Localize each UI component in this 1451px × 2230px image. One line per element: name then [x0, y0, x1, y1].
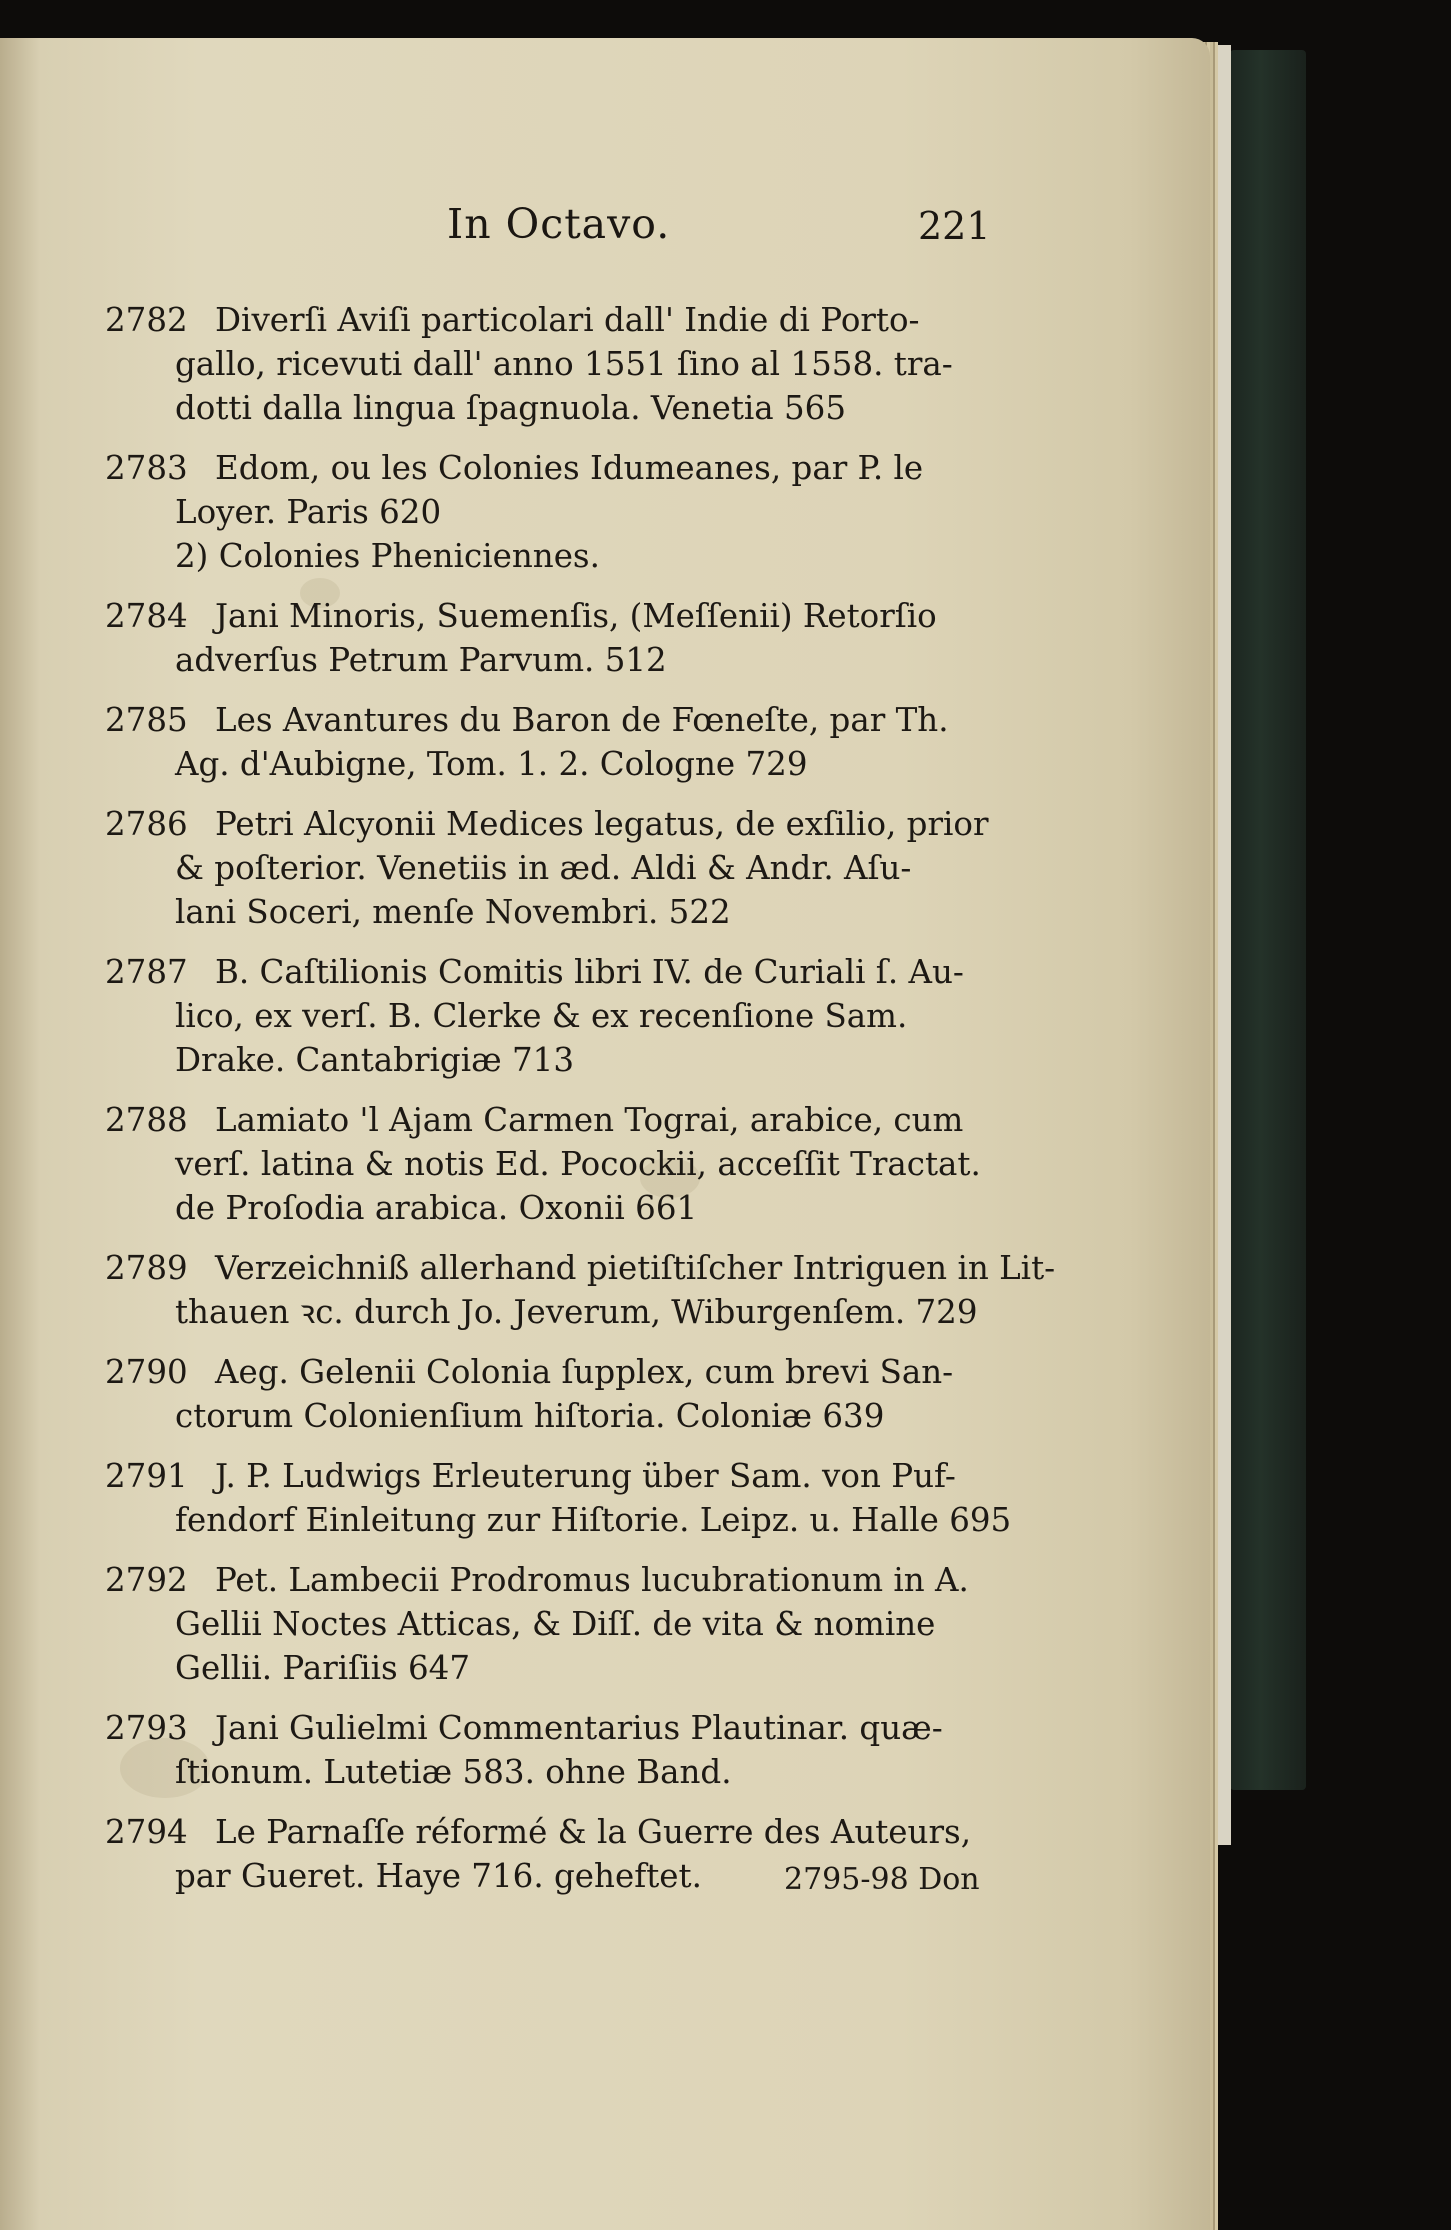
page-number: 221	[918, 204, 991, 248]
entry-line: par Gueret. Haye 716. geheftet.	[175, 1857, 702, 1895]
entry-first-line	[105, 298, 1025, 342]
entry-text: Verzeichniß allerhand pietiſtiſcher Intriguen in Lit-	[215, 1249, 1056, 1287]
entry-line: 2) Colonies Pheniciennes.	[175, 537, 600, 575]
catalogue-entry	[105, 594, 1025, 682]
entry-text: Lamiato 'l Ajam Carmen Tograi, arabice, cum	[215, 1101, 964, 1139]
entry-number: 2790	[105, 1353, 188, 1391]
entry-text: J. P. Ludwigs Erleuterung über Sam. von Puf-	[215, 1457, 956, 1495]
entry-first-line	[105, 1810, 1025, 1854]
entry-first-line	[105, 802, 1025, 846]
catalogue-entry	[105, 1350, 1025, 1438]
entry-line: ſtionum. Lutetiæ 583. ohne Band.	[175, 1753, 732, 1791]
catalogue-entries	[105, 298, 1056, 1914]
entry-number: 2789	[105, 1249, 188, 1287]
entry-number: 2793	[105, 1709, 188, 1747]
entry-text: Edom, ou les Colonies Idumeanes, par P. le	[215, 449, 924, 487]
entry-first-line	[105, 1350, 1025, 1394]
entry-line: de Proſodia arabica. Oxonii 661	[175, 1189, 698, 1227]
catalogue-entry	[105, 1246, 1056, 1334]
entry-first-line	[105, 950, 1025, 994]
catalogue-entry	[105, 298, 1025, 430]
entry-line: & poſterior. Venetiis in æd. Aldi & Andr. Aſu-	[175, 849, 912, 887]
entry-text: Jani Minoris, Suemenſis, (Meſſenii) Retorſio	[215, 597, 937, 635]
entry-text: Les Avantures du Baron de Fœneſte, par Th.	[215, 701, 949, 739]
entry-first-line	[105, 1558, 1025, 1602]
entry-first-line	[105, 594, 1025, 638]
entry-number: 2792	[105, 1561, 188, 1599]
entry-text: Le Parnaſſe réformé & la Guerre des Auteurs,	[215, 1813, 972, 1851]
entry-first-line	[105, 1454, 1025, 1498]
entry-number: 2794	[105, 1813, 188, 1851]
entry-line: Gellii Noctes Atticas, & Diſſ. de vita & nomine	[175, 1605, 936, 1643]
entry-first-line	[105, 1098, 1025, 1142]
entry-line: fendorf Einleitung zur Hiſtorie. Leipz. u. Halle 695	[175, 1501, 1012, 1539]
entry-line: dotti dalla lingua ſpagnuola. Venetia 565	[175, 389, 847, 427]
entry-line: Ag. d'Aubigne, Tom. 1. 2. Cologne 729	[175, 745, 808, 783]
entry-number: 2787	[105, 953, 188, 991]
entry-first-line	[105, 446, 1025, 490]
entry-text: Diverſi Aviſi particolari dall' Indie di Porto-	[215, 301, 920, 339]
entry-line: Loyer. Paris 620	[175, 493, 442, 531]
entry-line: Gellii. Pariſiis 647	[175, 1649, 471, 1687]
entry-first-line	[105, 698, 1025, 742]
entry-first-line	[105, 1246, 1056, 1290]
catalogue-entry	[105, 802, 1025, 934]
catalogue-entry	[105, 1454, 1025, 1542]
book-cover	[1230, 50, 1306, 1790]
catalogue-entry	[105, 950, 1025, 1082]
catchword: 2795-98 Don	[784, 1862, 980, 1897]
entry-number: 2786	[105, 805, 188, 843]
page-header	[0, 200, 1020, 260]
entry-text: Aeg. Gelenii Colonia ſupplex, cum brevi San-	[215, 1353, 954, 1391]
entry-number: 2784	[105, 597, 188, 635]
entry-line: lico, ex verſ. B. Clerke & ex recenſione Sam.	[175, 997, 908, 1035]
entry-line: lani Soceri, menſe Novembri. 522	[175, 893, 731, 931]
entry-number: 2788	[105, 1101, 188, 1139]
entry-text: B. Caſtilionis Comitis libri IV. de Curiali ſ. Au-	[215, 953, 964, 991]
entry-number: 2782	[105, 301, 188, 339]
entry-first-line	[105, 1706, 1025, 1750]
entry-line: gallo, ricevuti dall' anno 1551 ſino al 1558. tra-	[175, 345, 953, 383]
catalogue-entry	[105, 446, 1025, 578]
entry-line: adverſus Petrum Parvum. 512	[175, 641, 667, 679]
entry-line: Drake. Cantabrigiæ 713	[175, 1041, 575, 1079]
entry-line: verſ. latina & notis Ed. Pocockii, acceſſit Tractat.	[175, 1145, 981, 1183]
entry-number: 2785	[105, 701, 188, 739]
entry-line: ctorum Colonienſium hiſtoria. Coloniæ 639	[175, 1397, 885, 1435]
catalogue-entry	[105, 698, 1025, 786]
running-head: In Octavo.	[447, 200, 671, 248]
catalogue-entry	[105, 1098, 1025, 1230]
entry-number: 2791	[105, 1457, 188, 1495]
entry-number: 2783	[105, 449, 188, 487]
entry-line: thauen ꝛc. durch Jo. Jeverum, Wiburgenſem. 729	[175, 1293, 978, 1331]
entry-text: Petri Alcyonii Medices legatus, de exſilio, prior	[215, 805, 989, 843]
catalogue-entry	[105, 1706, 1025, 1794]
catalogue-entry	[105, 1558, 1025, 1690]
entry-text: Pet. Lambecii Prodromus lucubrationum in A.	[215, 1561, 969, 1599]
entry-text: Jani Gulielmi Commentarius Plautinar. quæ-	[215, 1709, 943, 1747]
